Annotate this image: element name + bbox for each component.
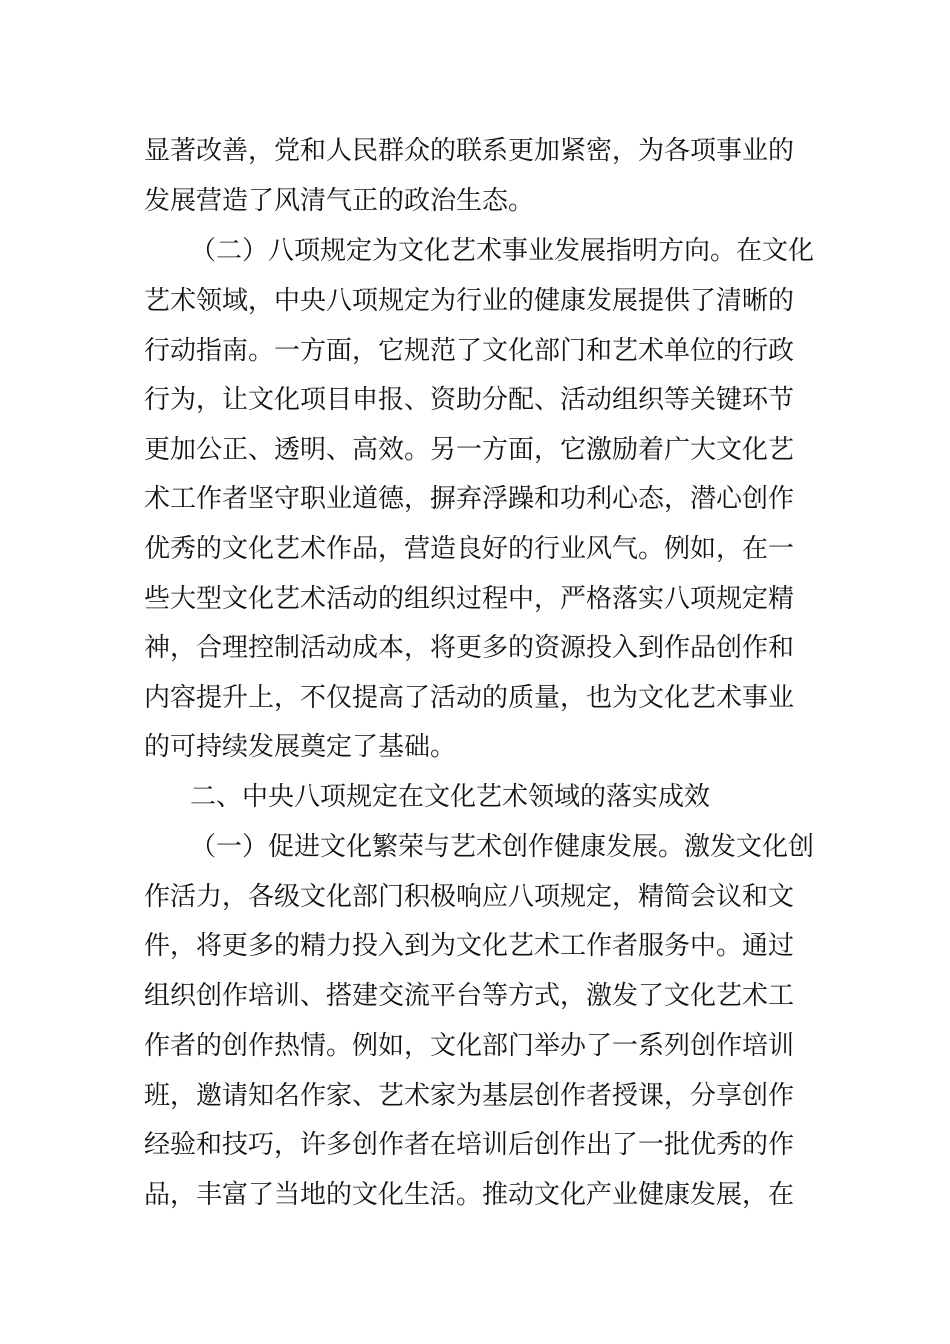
section-heading: 二、中央八项规定在文化艺术领域的落实成效: [190, 782, 711, 812]
text-line: 发展营造了风清气正的政治生态。: [144, 186, 535, 216]
text-line: 更加公正、透明、高效。另一方面，它激励着广大文化艺: [144, 435, 795, 465]
text-line: 神，合理控制活动成本，将更多的资源投入到作品创作和: [144, 633, 795, 663]
text-line: 组织创作培训、搭建交流平台等方式，激发了文化艺术工: [144, 981, 795, 1011]
text-line: 作活力，各级文化部门积极响应八项规定，精简会议和文: [144, 882, 795, 912]
text-line: 内容提升上，不仅提高了活动的质量，也为文化艺术事业: [144, 683, 795, 713]
text-line: 艺术领域，中央八项规定为行业的健康发展提供了清晰的: [144, 286, 795, 316]
text-line: 班，邀请知名作家、艺术家为基层创作者授课，分享创作: [144, 1081, 795, 1111]
text-line: 的可持续发展奠定了基础。: [144, 732, 457, 762]
text-line: 行动指南。一方面，它规范了文化部门和艺术单位的行政: [144, 336, 795, 366]
text-line: （一）促进文化繁荣与艺术创作健康发展。激发文化创: [190, 832, 815, 862]
text-line: 经验和技巧，许多创作者在培训后创作出了一批优秀的作: [144, 1130, 795, 1160]
text-line: 优秀的文化艺术作品，营造良好的行业风气。例如，在一: [144, 534, 795, 564]
text-line: 术工作者坚守职业道德，摒弃浮躁和功利心态，潜心创作: [144, 484, 795, 514]
text-line: 品，丰富了当地的文化生活。推动文化产业健康发展，在: [144, 1180, 795, 1210]
text-line: 行为，让文化项目申报、资助分配、活动组织等关键环节: [144, 385, 795, 415]
text-line: （二）八项规定为文化艺术事业发展指明方向。在文化: [190, 236, 815, 266]
text-line: 些大型文化艺术活动的组织过程中，严格落实八项规定精: [144, 584, 795, 614]
text-line: 作者的创作热情。例如，文化部门举办了一系列创作培训: [144, 1031, 795, 1061]
text-line: 显著改善，党和人民群众的联系更加紧密，为各项事业的: [144, 136, 795, 166]
text-line: 件，将更多的精力投入到为文化艺术工作者服务中。通过: [144, 931, 795, 961]
